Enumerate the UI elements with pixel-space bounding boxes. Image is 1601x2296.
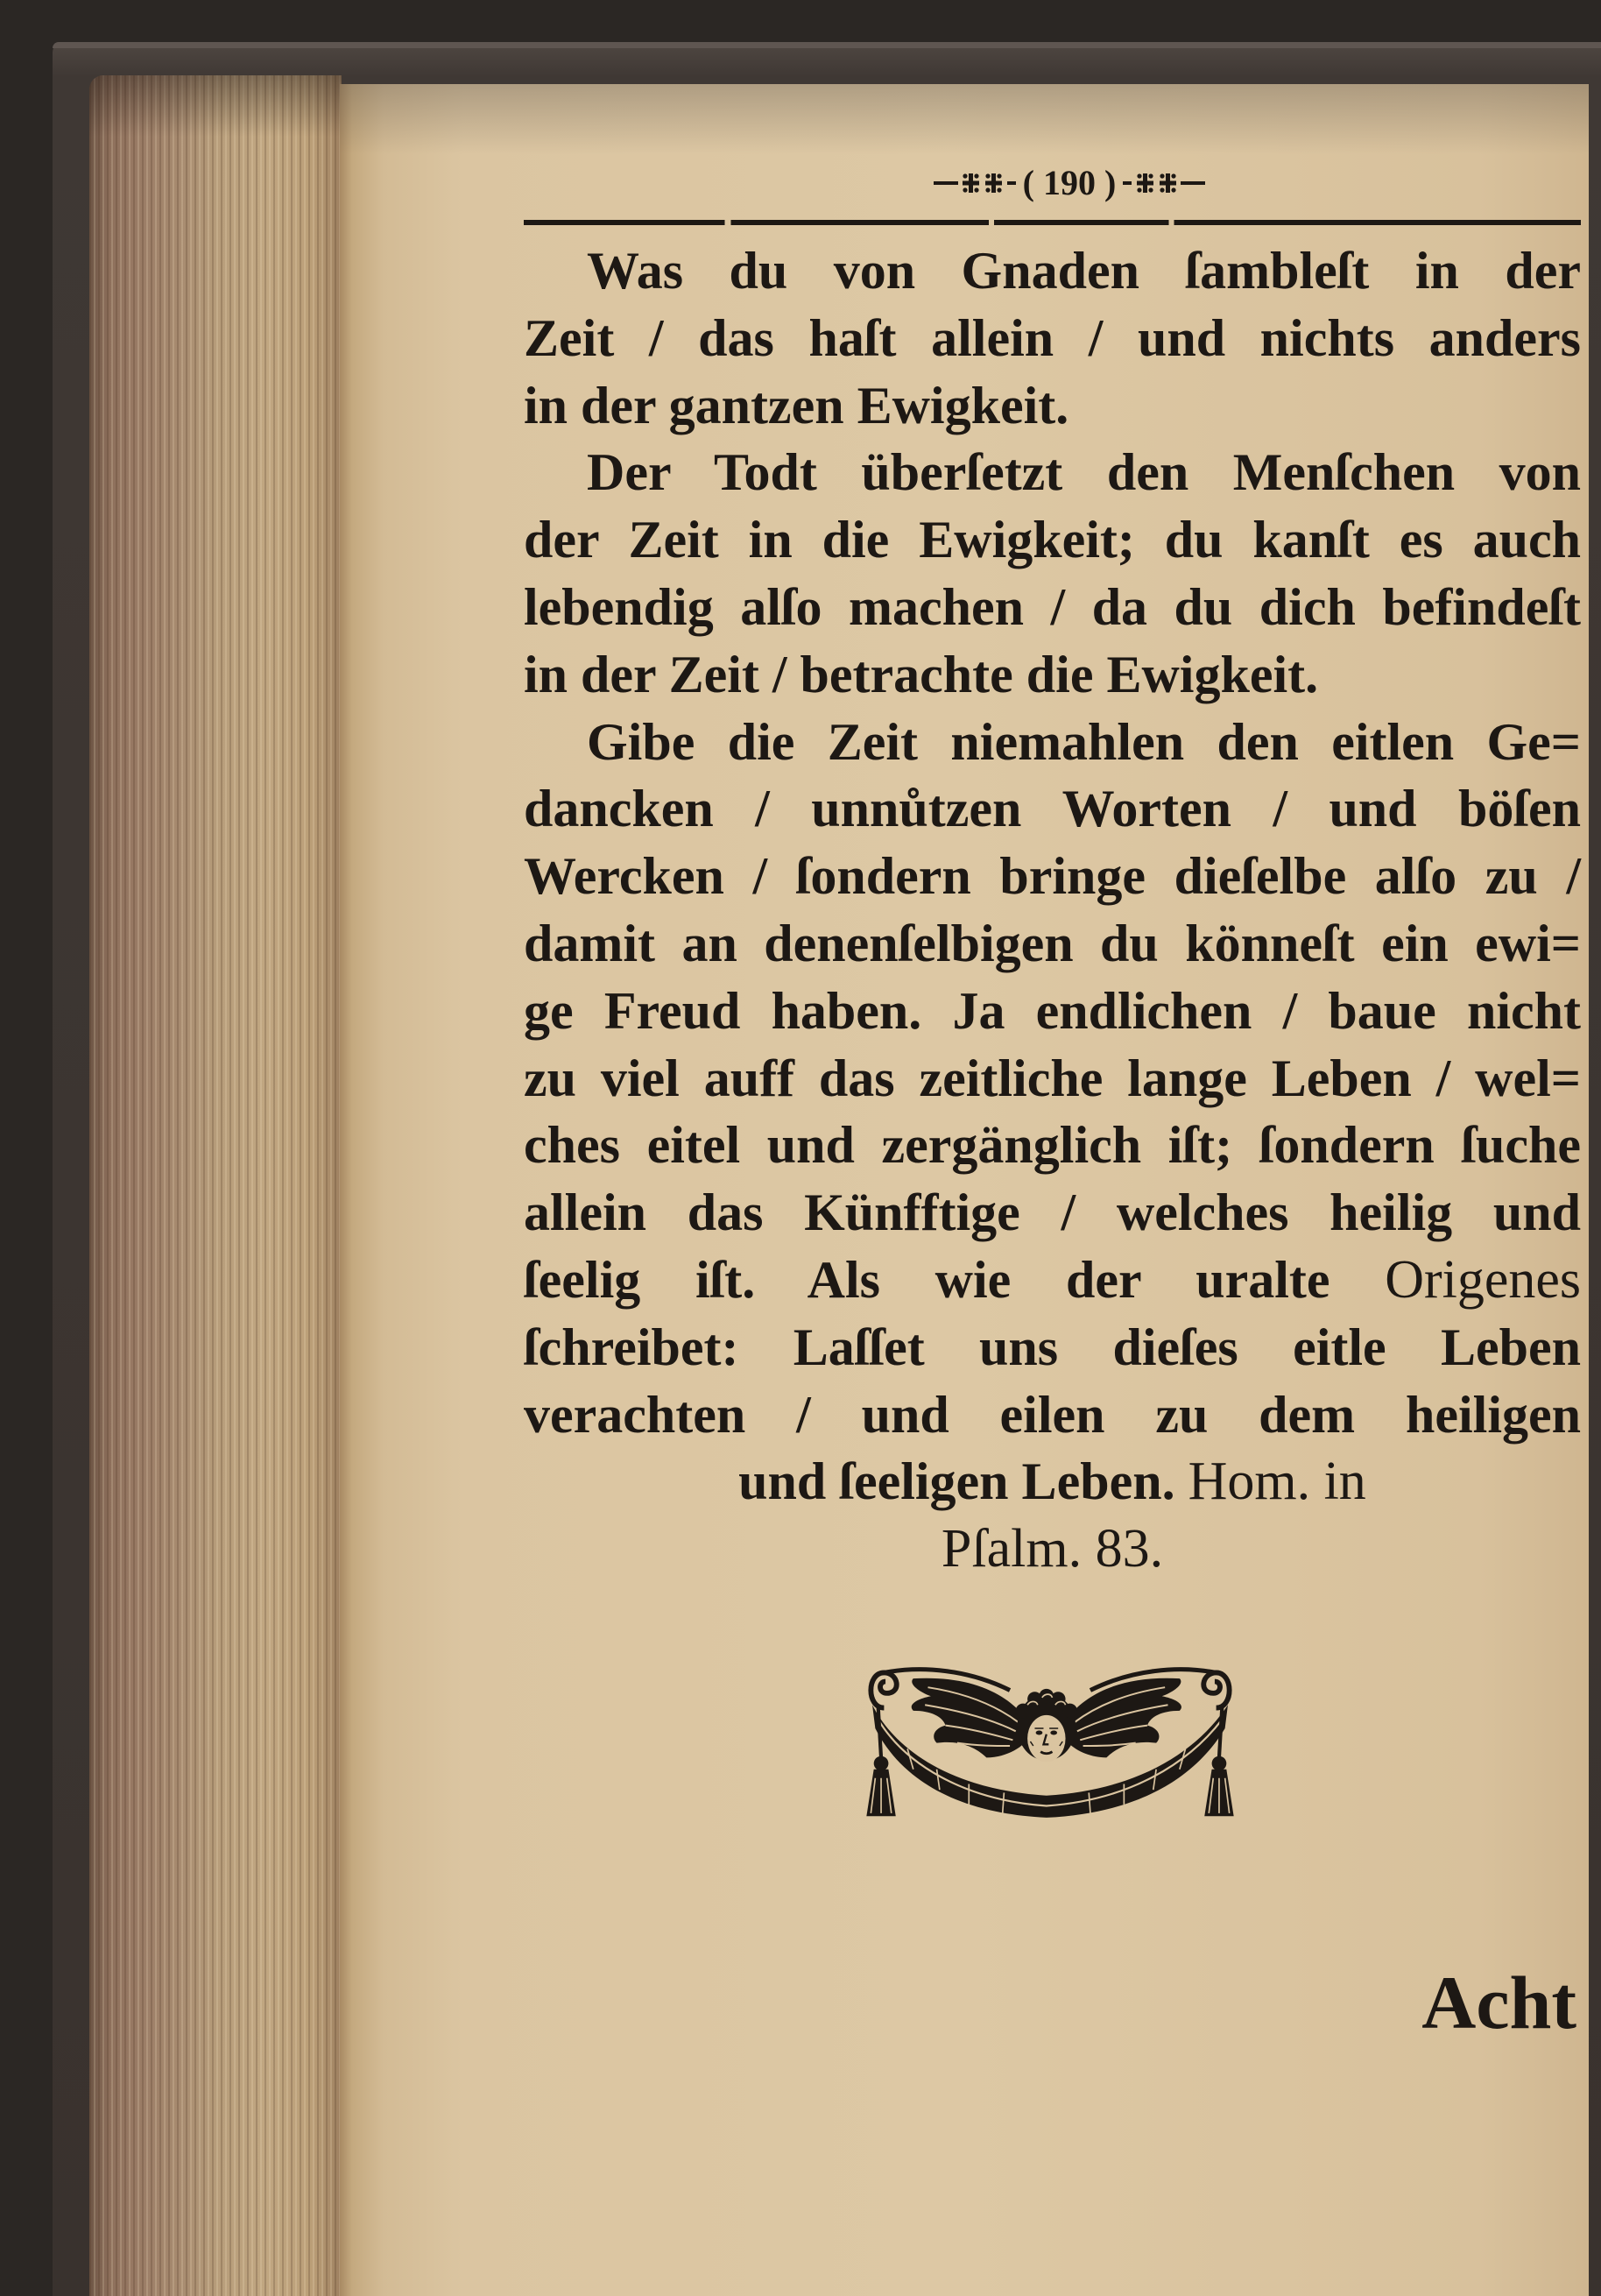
catchword: Acht <box>1421 1960 1576 2045</box>
page-number: ( 190 ) <box>1022 163 1117 202</box>
page-edges <box>89 75 342 2296</box>
roman-text-segment: Pſalm. 83. <box>941 1519 1164 1579</box>
text-line: Was du von Gnaden ſambleſt in der <box>587 242 1581 300</box>
text-line: zu viel auff das zeitliche lange Leben / wel= <box>524 1049 1581 1107</box>
roman-text-segment: Origenes <box>1385 1249 1582 1310</box>
text-line: ge Freud haben. Ja endlichen / baue nicht <box>524 981 1581 1040</box>
page-edges-shadow <box>89 75 342 137</box>
right-wing <box>1069 1678 1181 1758</box>
text-line: dancken / unnůtzen Worten / und böſen <box>524 780 1581 838</box>
cherub-head <box>1016 1689 1077 1763</box>
book-cover-edge <box>53 42 1601 48</box>
text-line: Gibe die Zeit niemahlen den eitlen Ge= <box>587 712 1581 771</box>
page-top-shadow <box>340 84 1589 154</box>
header-rule <box>524 220 1581 225</box>
text-line <box>524 1515 1581 1583</box>
text-line: Der Todt überſetzt den Menſchen von <box>587 443 1581 502</box>
text-line: Wercken / ſondern bringe dieſelbe alſo zu / <box>524 847 1581 906</box>
text-line: lebendig alſo machen / da du dich befindeſt <box>524 577 1581 636</box>
roman-text-segment: Hom. in <box>1188 1452 1366 1512</box>
text-line: allein das Künfftige / welches heilig und <box>524 1183 1581 1242</box>
text-line: damit an denenſelbigen du könneſt ein ewi= <box>524 914 1581 972</box>
text-line: in der gantzen Ewigkeit. <box>524 376 1069 434</box>
text-line <box>524 1448 1581 1515</box>
fleuron-left-icon <box>934 169 1018 197</box>
text-line: der Zeit in die Ewigkeit; du kanſt es auch <box>524 511 1581 569</box>
cherub-vignette-icon <box>864 1661 1237 1822</box>
text-line: Zeit / das haſt allein / und nichts anders <box>524 308 1581 367</box>
text-line: ches eitel und zergänglich iſt; ſondern ſuche <box>524 1116 1581 1175</box>
text-line <box>524 1247 1581 1314</box>
text-segment: und ſeeligen Leben. <box>738 1452 1175 1511</box>
text-line: verachten / und eilen zu dem heiligen <box>524 1385 1581 1444</box>
text-segment: ſeelig iſt. Als wie der uralte <box>524 1250 1330 1309</box>
text-line: in der Zeit / betrachte die Ewigkeit. <box>524 645 1319 703</box>
text-block <box>524 237 1581 1583</box>
text-line: ſchreibet: Laſſet uns dieſes eitle Leben <box>524 1318 1581 1376</box>
fleuron-right-icon <box>1121 169 1205 197</box>
page-header <box>907 163 1231 203</box>
